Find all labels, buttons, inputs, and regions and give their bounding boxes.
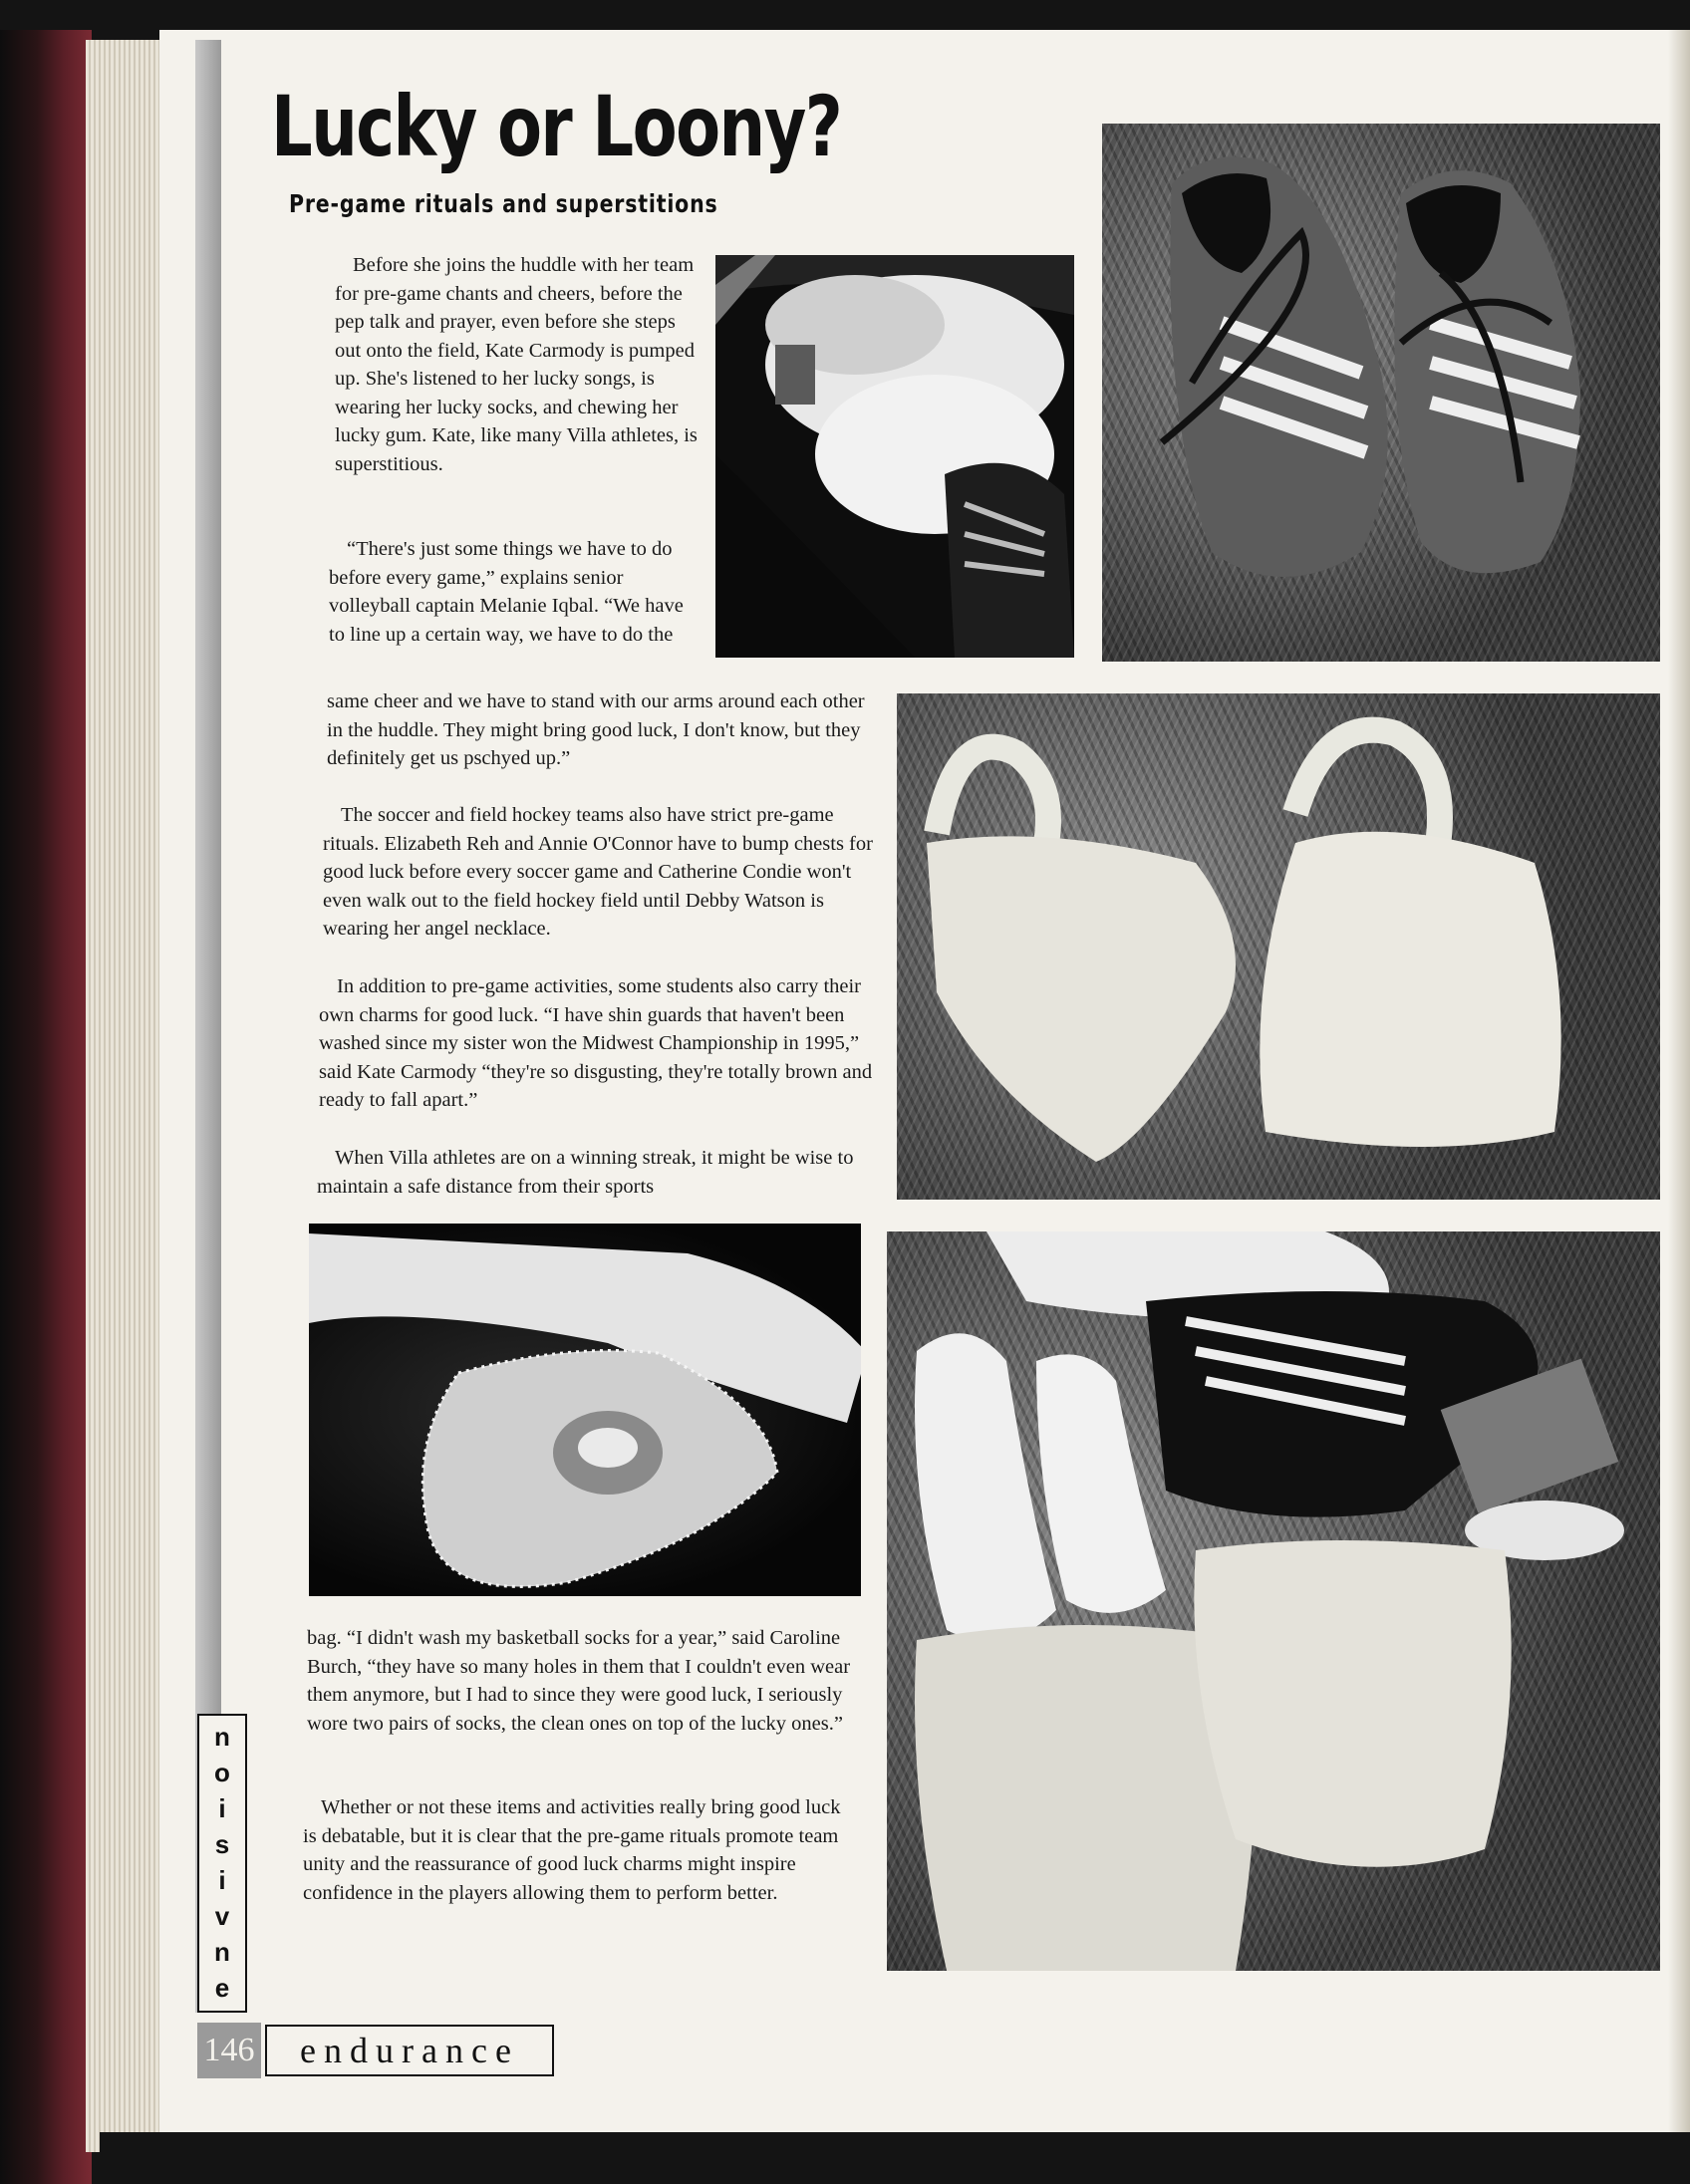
- envision-sidebar-label: [197, 1714, 247, 2013]
- paragraph-4: In addition to pre-game activities, some students also carry their own charms for good luck. “I have shin guards that haven't been washed since my sister won the Midwest Championship in 1995,” said Kate Carmody “they're so disgusting, they're totally brown and ready to fall apart.”: [319, 975, 873, 1111]
- envision-letter: n: [214, 1722, 230, 1752]
- envision-letter: v: [214, 1901, 230, 1931]
- page-curl: [1668, 30, 1690, 2142]
- paragraph-2-continued: same cheer and we have to stand with our arms around each other in the huddle. They might bring good luck, I don't know, but they definitely get us pschyed up.”: [327, 690, 865, 769]
- envision-letter: e: [214, 1973, 230, 2003]
- photo-lucky-sock-charm: [309, 1224, 861, 1596]
- book-spine: [0, 30, 92, 2184]
- envision-letter: o: [214, 1758, 230, 1787]
- bottom-shadow: [100, 2132, 1690, 2184]
- section-label: endurance: [265, 2025, 554, 2076]
- paragraph-6: Whether or not these items and activities really bring good luck is debatable, but it is clear that the pre-game rituals promote team unity and the reassurance of good luck charms might inspire confidence in the players allowing them to perform better.: [303, 1796, 841, 1904]
- paragraph-5-continued: bag. “I didn't wash my basketball socks for a year,” said Caroline Burch, “they have so many holes in them that I couldn't even wear them anymore, but I had to since they were good luck, I seriously wore two pairs of socks, the clean ones on top of the lucky ones.”: [307, 1627, 851, 1735]
- photo-sports-bag: [715, 255, 1074, 658]
- envision-letter: n: [214, 1937, 230, 1967]
- envision-letter: i: [218, 1865, 226, 1895]
- paragraph-3: The soccer and field hockey teams also have strict pre-game rituals. Elizabeth Reh and Annie O'Connor have to bump chests for good luck before every soccer game and Catherine Condie won't even walk out to the field hockey field until Debby Watson is wearing her angel necklace.: [323, 804, 873, 940]
- photo-gear-pile-on-grass: [887, 1231, 1660, 1971]
- paragraph-1: Before she joins the huddle with her team for pre-game chants and cheers, before the pep talk and prayer, even before she steps out onto the field, Kate Carmody is pumped up. She's listened to her lucky songs, is wearing her lucky socks, and chewing her lucky gum. Kate, like many Villa athletes, is superstitious.: [335, 254, 698, 475]
- envision-letter: s: [214, 1829, 230, 1859]
- photo-cleats-on-grass: [1102, 124, 1660, 662]
- paragraph-5: When Villa athletes are on a winning streak, it might be wise to maintain a safe distance from their sports: [317, 1147, 854, 1198]
- envision-letter: i: [218, 1793, 226, 1823]
- page-number: 146: [197, 2023, 261, 2078]
- article-subtitle: Pre-game rituals and superstitions: [289, 189, 718, 218]
- paragraph-2: “There's just some things we have to do before every game,” explains senior volleyball captain Melanie Iqbal. “We have to line up a certain way, we have to do the: [329, 538, 684, 646]
- photo-shin-guards-on-grass: [897, 693, 1660, 1200]
- article-title: Lucky or Loony?: [271, 78, 842, 175]
